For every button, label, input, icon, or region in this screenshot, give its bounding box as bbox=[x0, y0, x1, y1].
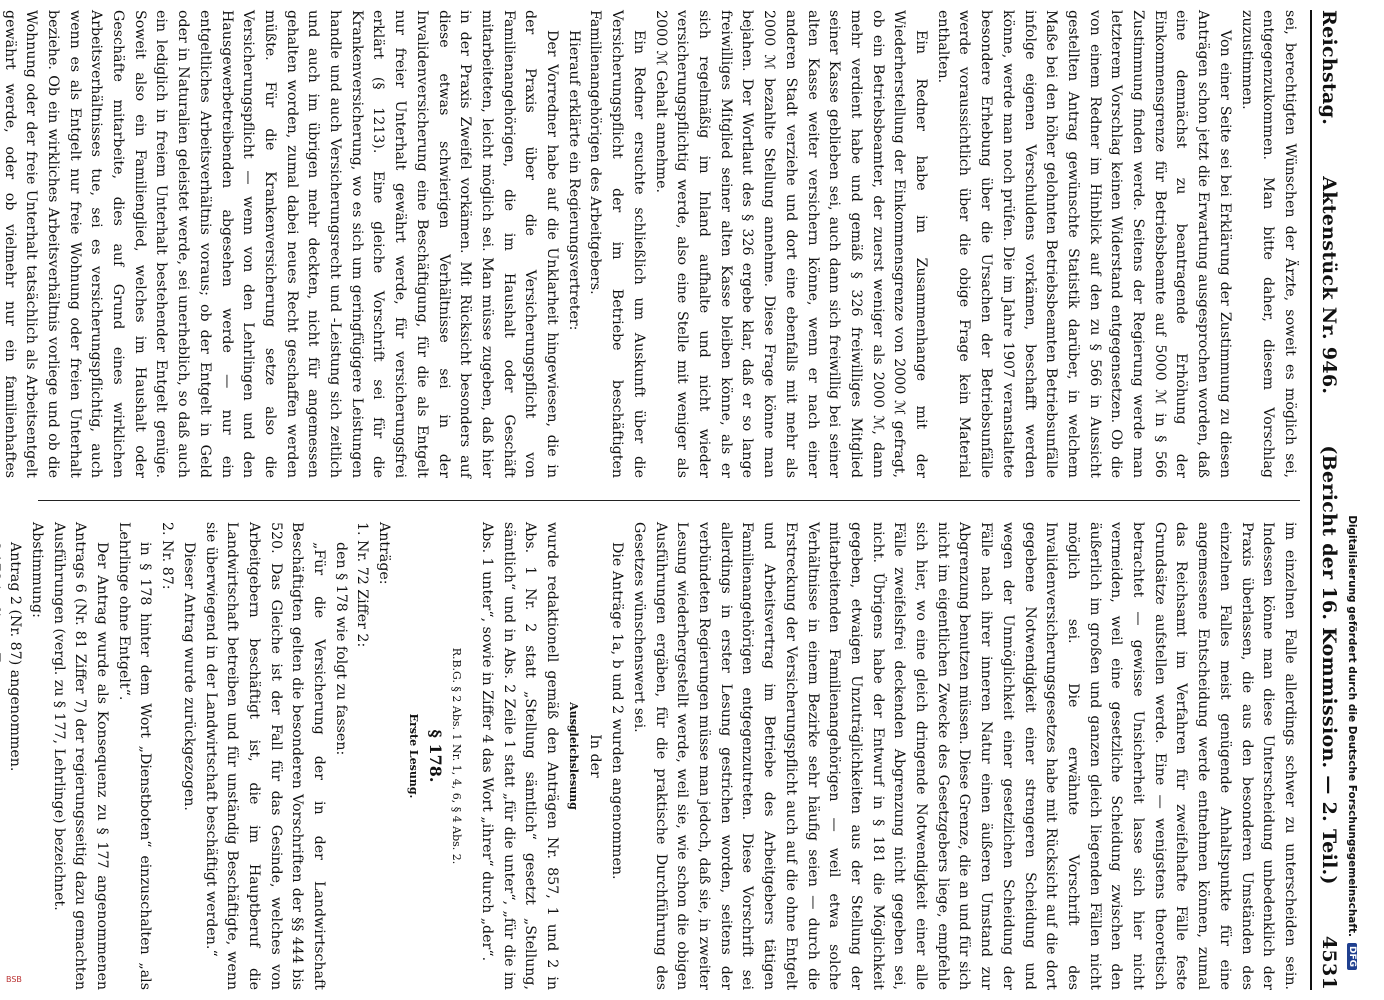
digitization-text: Digitalisierung gefördert durch die Deutsche Forschungsgemeinschaft. bbox=[1346, 515, 1358, 937]
right-paragraph: im einzelnen Falle allerdings schwer zu unterscheiden sein. Indessen könne man diese Unterscheidung unbedenklich der Praxis überlassen, die aus den besonderen Umständen des einzelnen Falles meist genügende Anhaltspunkte für eine angemessene Entscheidung werde entnehmen können, zumal das Reichsamt im Verfahren für zweifelhafte Fälle feste Grundsätze aufstellen werde. Eine — wenigstens theoretisch betrachtet — gewisse Unsicherheit lasse sich hier nicht vermeiden, weil eine gesetzliche Scheidung zwischen den äußerlich im großen und ganzen gleich liegenden Fällen nicht möglich sei. Die erwähnte Vorschrift des Invalidenversicherungsgesetzes habe mit Rücksicht auf die dort gegebene Notwendigkeit einer strengeren Scheidung und wegen der Unmöglichkeit einer gesetzlichen Scheidung der Fälle nach ihrer inneren Natur einen äußeren Umstand zur Abgrenzung benutzen müssen. Diese Grenze, die an und für sich nicht im eigentlichen Zwecke des Gesetzgebers liege, empfehle sich hier, wo eine gleich dringende Notwendigkeit einer alle Fälle zweifelsfrei deckenden Abgrenzung nicht gegeben sei, nicht. Übrigens habe der Entwurf in § 181 die Möglichkeit gegeben, etwaigen Unzuträglichkeiten aus der Stellung der mitarbeitenden Familienangehörigen — weil etwa solche Verhältnisse in einem Bezirke sehr häufig seien — durch die Erstreckung der Versicherungspflicht auch auf die ohne Entgelt und Arbeitsvertrag im Betriebe des Arbeitgebers tätigen Familienangehörigen entgegenzutreten. Diese Vorschrift sei allerdings in erster Lesung gestrichen worden, seitens der verbündeten Regierungen müsse man jedoch, daß sie, in zweiter Lesung wiederhergestellt werde, weil sie, wie schon die obigen Ausführungen ergäben, für die praktische Durchführung des Gesetzes wünschenswert sei. bbox=[630, 522, 1298, 990]
header-center: Aktenstück Nr. 946. bbox=[1318, 176, 1340, 395]
proposal-item: 2. Nr. 87: bbox=[159, 522, 176, 590]
right-paragraph: wurde redaktionell gemäß den Anträgen Nr. 857, 1 und 2 in Abs. 1 Nr. 2 statt „Stellung sämtlich“ gesetzt „Stellung, sämtlich“ und in Abs. 2 Zeile 1 statt „für die unter“, „für die im Abs. 1 unter“, sowie in Ziffer 4 das Wort „ihrer“ durch „der“. bbox=[478, 522, 561, 990]
proposal-item: den § 178 wie folgt zu fassen: bbox=[332, 542, 349, 756]
proposal-item: „Für die Versicherung der in der Landwirtschaft Beschäftigten gelten die besonderen Vorschriften der §§ 444 bis 520. Das Gleiche ist der Fall für das Gesinde, welches von Arbeitgebern beschäftigt ist, die im Hauptberuf die Landwirtschaft betreiben und für unständig Beschäftigte, wenn sie überwiegend in der Landwirtschaft beschäftigt werden.“ bbox=[202, 522, 328, 990]
proposal-item: in § 178 hinter dem Wort „Dienstboten“ einzuschalten „als Lehrlinge ohne Entgelt“. bbox=[115, 522, 154, 990]
column-divider bbox=[38, 500, 1300, 501]
header-rule bbox=[1310, 10, 1312, 990]
law-reference: R.B.G. § 2 Abs. 1 Nr. 1, 4, 6, § 4 Abs. 2. bbox=[450, 647, 464, 865]
digitization-note bbox=[1343, 10, 1361, 970]
in-der-line: In der bbox=[587, 734, 604, 778]
rotated-page bbox=[1, 10, 1360, 990]
section-heading: § 178. bbox=[425, 729, 445, 783]
left-paragraph: Hierauf erklärte ein Regierungsvertreter: bbox=[565, 30, 582, 331]
left-column bbox=[1, 10, 1300, 478]
vote-result: Antrag 2 (Nr. 87) angenommen. bbox=[7, 542, 24, 772]
dfg-logo-icon: DFG bbox=[1347, 943, 1357, 970]
erste-lesung-heading: Erste Lesung. bbox=[406, 713, 420, 799]
left-paragraph: sei, berechtigten Wünschen der Ärzte, soweit es möglich sei, entgegenzukommen. Man bitte daher, diesem Vorschlag zuzustimmen. bbox=[1238, 10, 1298, 478]
left-paragraph: Ein Redner ersuchte schließlich um Auskunft über die Versicherungspflicht der im Betriebe beschäftigten Familienangehörigen des Arbeitgebers. bbox=[587, 10, 647, 478]
left-paragraph: Von einer Seite sei bei Erklärung der Zustimmung zu diesen Anträgen schon jetzt die Erwartung ausgesprochen worden, daß eine demnächst zu beantragende Erhöhung der Einkommensgrenze für Betriebsbeamte auf 5000 ℳ in § 566 Zustimmung finden werde. Seitens der Regierung werde man letzterem Vorschlag keinen Widerstand entgegensetzen. Ob die von einem Redner im Hinblick auf den zu § 566 in Aussicht gestellten Antrag gewünschte Statistik darüber, in welchem Maße bei den höher gelohnten Betriebsbeamten Betriebsunfälle infolge eigenen Verschuldens vorkämen, beschafft werden könne, werde man noch prüfen. Die im Jahre 1907 veranstaltete besondere Erhebung über die Ursachen der Betriebsunfälle werde voraussichtlich über die obige Frage kein Material enthalten. bbox=[934, 10, 1233, 478]
antraege-label: Anträge: bbox=[376, 522, 393, 585]
header-left: Reichstag. bbox=[1318, 10, 1340, 126]
proposal-item: Der Antrag wurde als Konsequenz zu § 177 angenommenen Antrags 6 (Nr. 81 Ziffer 7) der regierungsseitig dazu gemachten Ausführungen (vergl. zu § 177, Lehrlinge) bezeichnet. bbox=[50, 522, 111, 990]
proposal-item: 1. Nr. 72 Ziffer 2: bbox=[354, 522, 371, 648]
vote-label: Abstimmung: bbox=[28, 522, 45, 618]
proposal-item: Dieser Antrag wurde zurückgezogen. bbox=[180, 542, 197, 811]
right-paragraph: Die Anträge 1a, b und 2 wurden angenommen. bbox=[609, 542, 626, 880]
page-number: 4531 bbox=[1318, 935, 1340, 990]
left-paragraph: Ein Redner habe im Zusammenhange mit der Wiederherstellung der Einkommensgrenze von 2000 ℳ gefragt, ob ein Betriebsbeamter, der zuerst weniger als 2000 ℳ, dann mehr verdient habe und gemäß § 326 freiwilliges Mitglied seiner Kasse geblieben sei, auch dann sich freiwillig bei seiner alten Kasse weiter versichern könne, wenn er nach einer anderen Stadt verziehe und dort eine ebenfalls mit mehr als 2000 ℳ bezahlte Stellung annehme. Diese Frage könne man bejahen. Der Wortlaut des § 326 ergebe klar, daß er so lange freiwilliges Mitglied seiner alten Kasse bleiben könne, als er sich regelmäßig im Inland aufhalte und nicht wieder versicherungspflichtig werde, also eine Stelle mit weniger als 2000 ℳ Gehalt annehme. bbox=[652, 10, 930, 478]
vote-result bbox=[0, 522, 4, 990]
left-paragraph: Der Vorredner habe auf die Unklarheit hingewiesen, die in der Praxis über die Versicherungspflicht von Familienangehörigen, die im Haushalt oder Geschäft mitarbeiteten, leicht möglich sei. Man müsse zugeben, daß hier in der Praxis Zweifel vorkämen. Mit Rücksicht besonders auf diese etwas schwierigen Verhältnisse sei in der Invalidenversicherung eine Beschäftigung, für die als Entgelt nur freier Unterhalt gewährt werde, für versicherungsfrei erklärt (§ 1213). Eine gleiche Vorschrift sei für die Krankenversicherung, wo es sich um geringfügigere Leistungen handle und auch Versicherungsrecht und -Leistung sich zeitlich und auch im übrigen mehr deckten, nicht für angemessen gehalten worden, zumal dabei neues Recht geschaffen werden müßte. Für die Krankenversicherung setze also die Versicherungspflicht — wenn von den Lehrlingen und den Hausgewerbetreibenden abgesehen werde — nur ein entgeltliches Arbeitsverhältnis voraus; ob der Entgelt in Geld oder in Naturalien geleistet werde, sei unerheblich, so daß auch ein lediglich in freiem Unterhalt bestehender Entgelt genüge. Soweit also ein Familienglied, welches im Haushalt oder Geschäfte mitarbeite, dies auf Grund eines wirklichen Arbeitsverhältnisses tue, sei es versicherungspflichtig, auch wenn es als Entgelt nur freie Wohnung oder freien Unterhalt beziehe. Ob ein wirkliches Arbeitsverhältnis vorliege und ob die Wohnung oder der freie Unterhalt tatsächlich als Arbeitsentgelt gewährt werde, oder ob vielmehr nur ein familienhaftes bbox=[1, 10, 561, 478]
library-mark: BSB bbox=[6, 975, 22, 984]
header-right-title: (Bericht der 16. Kommission. — 2. Teil.) bbox=[1318, 445, 1340, 885]
ausgleichslesung-heading: Ausgleichslesung bbox=[566, 702, 580, 810]
